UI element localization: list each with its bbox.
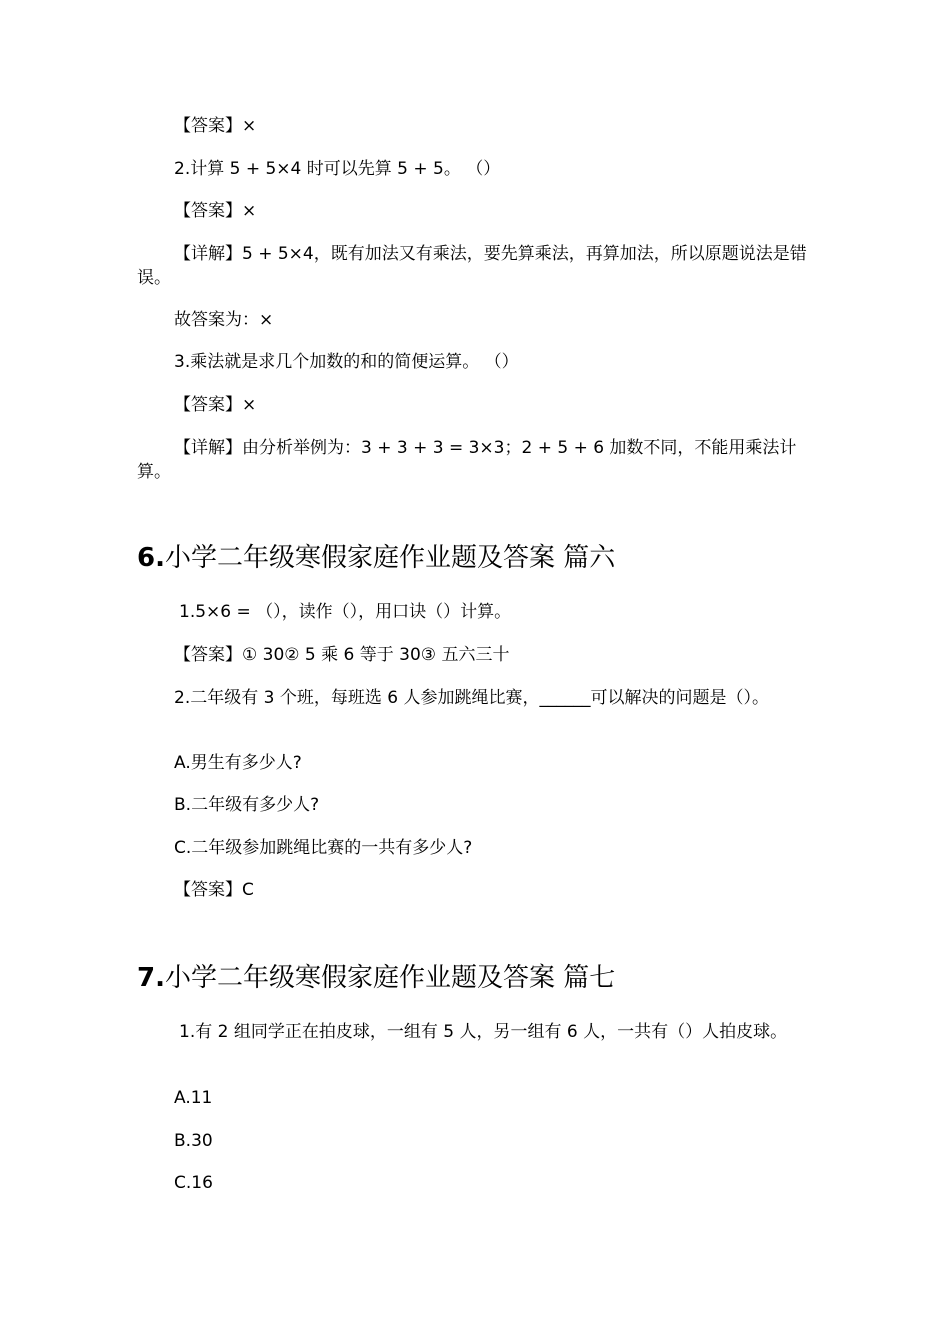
answer-line: 【答案】× xyxy=(174,395,257,415)
answer-line: 【答案】① 30② 5 乘 6 等于 30③ 五六三十 xyxy=(174,645,510,665)
question-line: 2.计算 5 + 5×4 时可以先算 5 + 5。 （） xyxy=(174,159,501,179)
option-a: A.11 xyxy=(174,1088,213,1108)
question-line: 3.乘法就是求几个加数的和的简便运算。 （） xyxy=(174,352,519,372)
answer-line: 【答案】× xyxy=(174,201,257,221)
conclusion-line: 故答案为：× xyxy=(174,310,274,330)
question-paragraph: 2.二年级有 3 个班，每班选 6 人参加跳绳比赛，______可以解决的问题是（）。 xyxy=(174,688,769,708)
option-c: C.二年级参加跳绳比赛的一共有多少人? xyxy=(174,838,473,858)
section-heading xyxy=(137,961,615,995)
answer-line: 【答案】C xyxy=(174,880,254,900)
option-c: C.16 xyxy=(174,1173,213,1193)
question-paragraph: 1.有 2 组同学正在拍皮球，一组有 5 人，另一组有 6 人，一共有（）人拍皮球。 xyxy=(179,1022,788,1042)
explanation-paragraph: 【详解】由分析举例为：3 + 3 + 3 = 3×3；2 + 5 + 6 加数不同，不能用乘法计算。 xyxy=(137,438,797,482)
section-number: 7. xyxy=(137,963,165,993)
section-title: 小学二年级寒假家庭作业题及答案 篇七 xyxy=(164,963,616,993)
section-title: 小学二年级寒假家庭作业题及答案 篇六 xyxy=(164,543,616,573)
explanation-paragraph: 【详解】5 + 5×4，既有加法又有乘法，要先算乘法，再算加法，所以原题说法是错误。 xyxy=(137,244,807,288)
option-b: B.二年级有多少人? xyxy=(174,795,320,815)
question-line: 1.5×6 = （），读作（），用口诀（）计算。 xyxy=(179,602,512,622)
option-a: A.男生有多少人? xyxy=(174,753,302,773)
option-b: B.30 xyxy=(174,1131,213,1151)
section-number: 6. xyxy=(137,543,165,573)
section-heading xyxy=(137,541,615,575)
answer-line: 【答案】× xyxy=(174,116,257,136)
